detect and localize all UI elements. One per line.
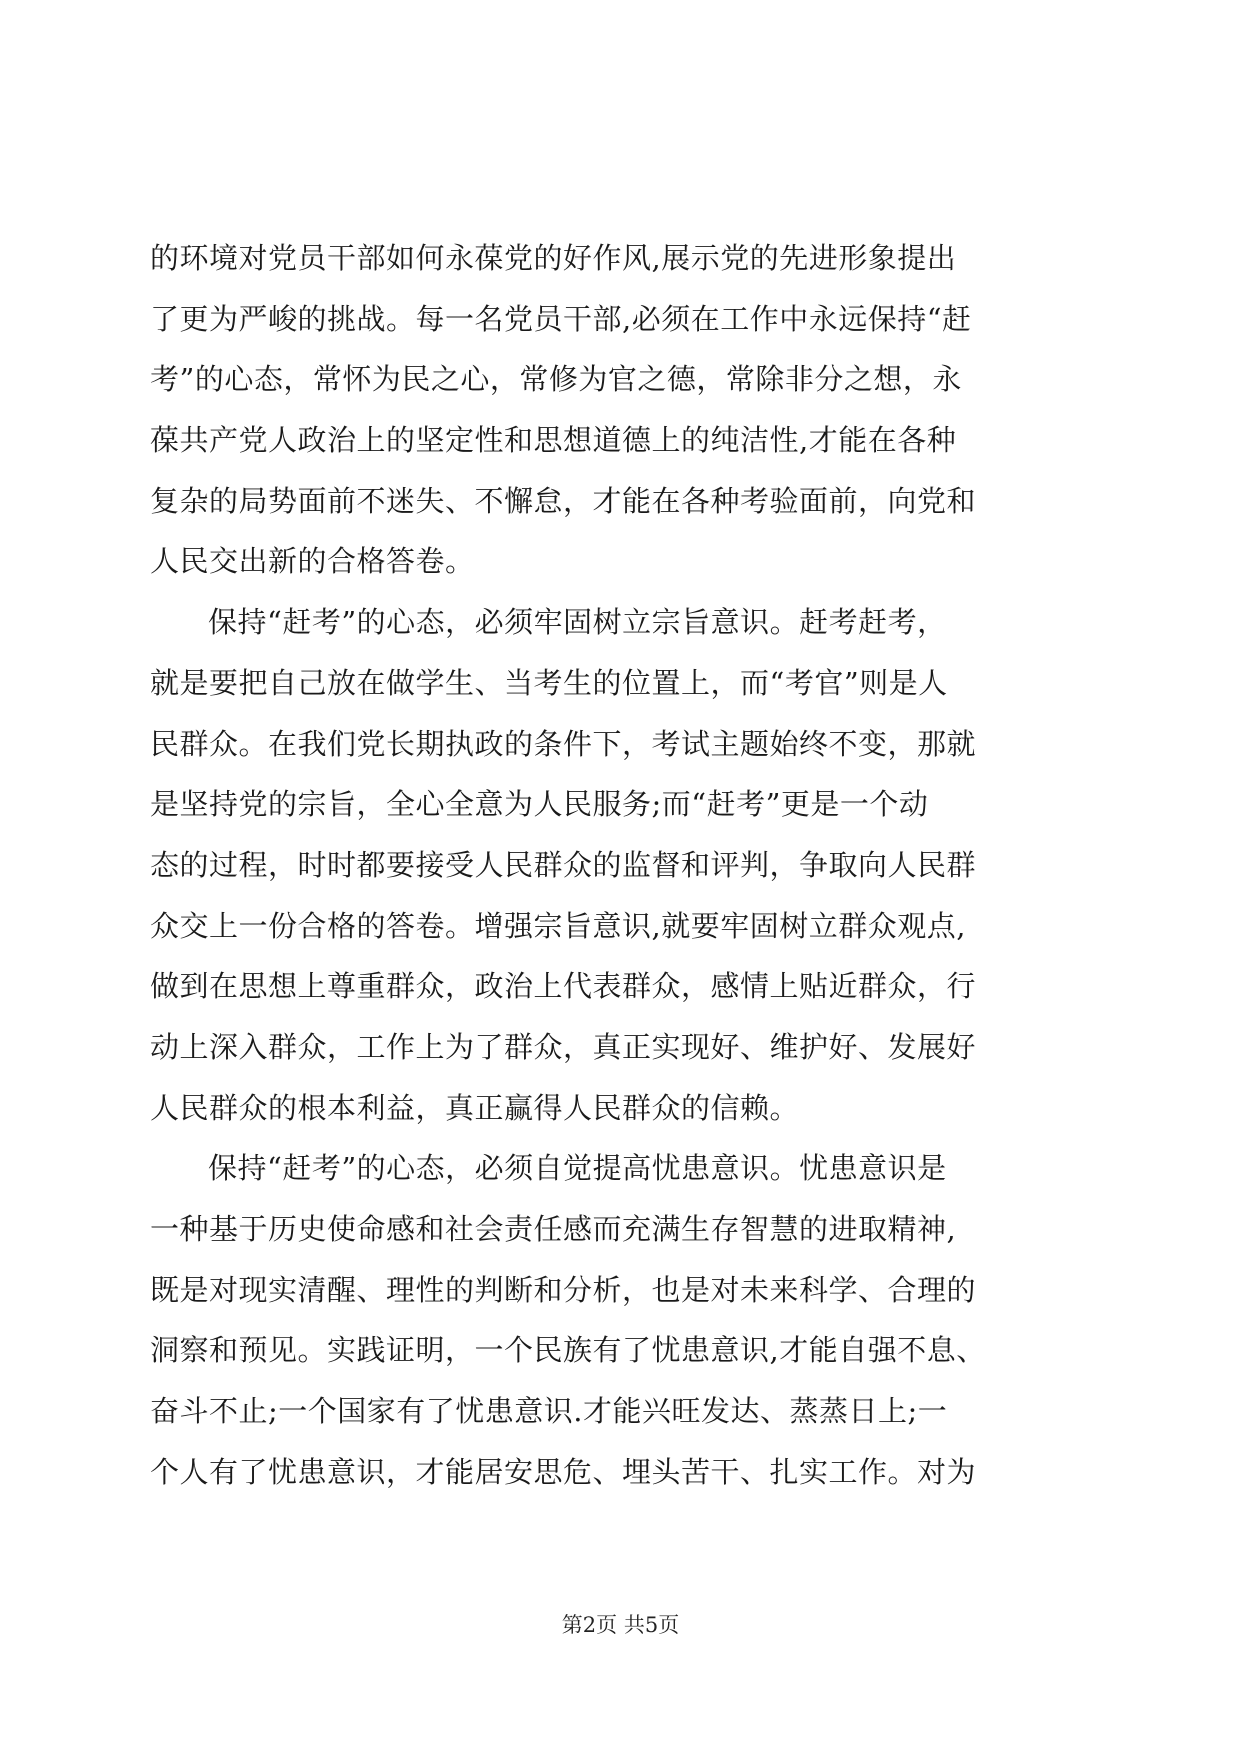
paragraph-start-line: 保持“赶考”的心态，必须牢固树立宗旨意识。赶考赶考， xyxy=(208,605,947,640)
text-line: 洞察和预见。实践证明，一个民族有了忧患意识,才能自强不息、 xyxy=(150,1333,986,1368)
text-line: 态的过程，时时都要接受人民群众的监督和评判，争取向人民群 xyxy=(150,847,977,882)
body-text xyxy=(150,228,1090,1502)
text-line: 动上深入群众，工作上为了群众，真正实现好、维护好、发展好 xyxy=(150,1029,977,1064)
text-line: 做到在思想上尊重群众，政治上代表群众，感情上贴近群众，行 xyxy=(150,969,977,1004)
text-line: 复杂的局势面前不迷失、不懈怠，才能在各种考验面前，向党和 xyxy=(150,483,977,518)
text-line: 民群众。在我们党长期执政的条件下，考试主题始终不变，那就 xyxy=(150,726,977,761)
text-line: 奋斗不止;一个国家有了忧患意识.才能兴旺发达、蒸蒸日上;一 xyxy=(150,1394,948,1429)
text-line: 的环境对党员干部如何永葆党的好作风,展示党的先进形象提出 xyxy=(150,241,957,275)
text-line: 个人有了忧患意识，才能居安思危、埋头苦干、扎实工作。对为 xyxy=(150,1454,977,1489)
text-line: 一种基于历史使命感和社会责任感而充满生存智慧的进取精神, xyxy=(150,1212,957,1246)
page-number-footer: 第2页 共5页 xyxy=(561,1613,680,1637)
text-line: 葆共产党人政治上的坚定性和思想道德上的纯洁性,才能在各种 xyxy=(150,423,957,458)
text-line: 人民交出新的合格答卷。 xyxy=(150,544,475,579)
text-line: 既是对现实清醒、理性的判断和分析，也是对未来科学、合理的 xyxy=(150,1272,977,1307)
text-line: 众交上一份合格的答卷。增强宗旨意识,就要牢固树立群众观点, xyxy=(150,908,966,943)
text-line: 考”的心态，常怀为民之心，常修为官之德，常除非分之想，永 xyxy=(150,362,962,397)
text-line: 人民群众的根本利益，真正赢得人民群众的信赖。 xyxy=(150,1090,800,1125)
text-line: 了更为严峻的挑战。每一名党员干部,必须在工作中永远保持“赶 xyxy=(150,301,972,336)
text-line: 就是要把自己放在做学生、当考生的位置上，而“考官”则是人 xyxy=(150,665,948,700)
paragraph-start-line: 保持“赶考”的心态，必须自觉提高忧患意识。忧患意识是 xyxy=(208,1151,947,1186)
text-line: 是坚持党的宗旨，全心全意为人民服务;而“赶考”更是一个动 xyxy=(150,787,929,822)
